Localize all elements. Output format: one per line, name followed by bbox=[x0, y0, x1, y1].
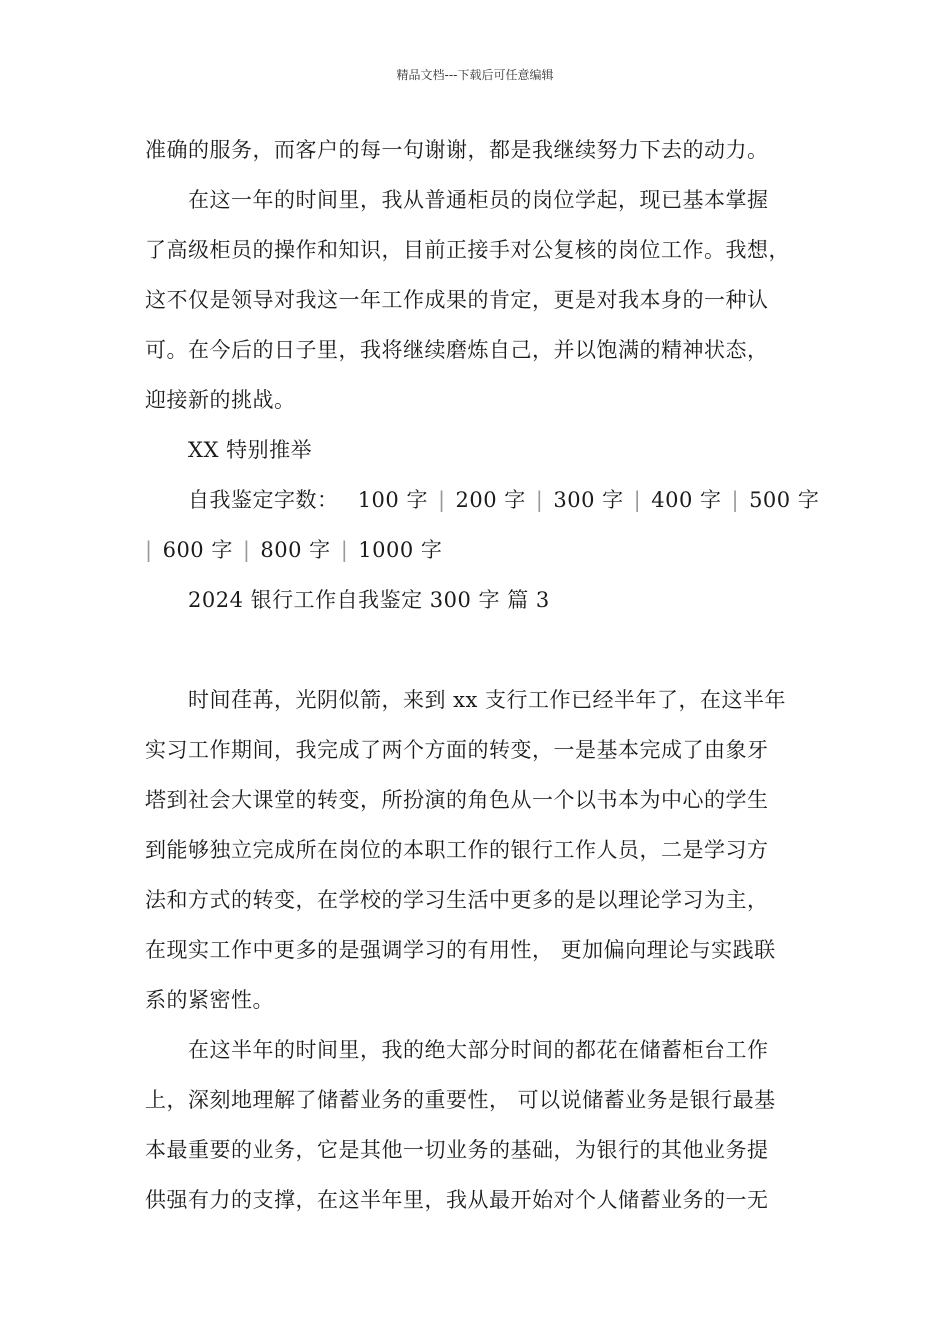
word-count-link[interactable]: 600 字 bbox=[162, 538, 233, 562]
paragraph-line: 了高级柜员的操作和知识，目前正接手对公复核的岗位工作。我想， bbox=[145, 238, 790, 262]
separator: | bbox=[145, 538, 153, 562]
word-count-link[interactable]: 1000 字 bbox=[358, 538, 443, 562]
page-header: 精品文档---下载后可任意编辑 bbox=[396, 68, 554, 82]
separator: | bbox=[633, 488, 642, 512]
paragraph-line: 准确的服务，而客户的每一句谢谢，都是我继续努力下去的动力。 bbox=[145, 138, 769, 162]
paragraph-line: 这不仅是领导对我这一年工作成果的肯定，更是对我本身的一种认 bbox=[145, 288, 769, 312]
word-count-link[interactable]: 800 字 bbox=[260, 538, 331, 562]
word-count-link[interactable]: 200 字 bbox=[455, 488, 526, 512]
paragraph-line: 在这半年的时间里，我的绝大部分时间的都花在储蓄柜台工作 bbox=[188, 1038, 769, 1062]
word-count-link[interactable]: 300 字 bbox=[553, 488, 624, 512]
paragraph-line: 供强有力的支撑，在这半年里，我从最开始对个人储蓄业务的一无 bbox=[145, 1188, 769, 1212]
paragraph-line: 到能够独立完成所在岗位的本职工作的银行工作人员，二是学习方 bbox=[145, 838, 769, 862]
word-count-link[interactable]: 400 字 bbox=[651, 488, 722, 512]
paragraph-line: 法和方式的转变，在学校的学习生活中更多的是以理论学习为主， bbox=[145, 888, 769, 912]
paragraph-line: 迎接新的挑战。 bbox=[145, 388, 296, 412]
separator: | bbox=[340, 538, 349, 562]
paragraph-line: 实习工作期间，我完成了两个方面的转变，一是基本完成了由象牙 bbox=[145, 738, 769, 762]
word-count-label: 自我鉴定字数： bbox=[188, 488, 339, 512]
section-title: 2024 银行工作自我鉴定 300 字 篇 3 bbox=[188, 588, 550, 612]
paragraph-line: 塔到社会大课堂的转变，所扮演的角色从一个以书本为中心的学生 bbox=[145, 788, 769, 812]
separator: | bbox=[731, 488, 740, 512]
paragraph-line: 上，深刻地理解了储蓄业务的重要性， 可以说储蓄业务是银行最基 bbox=[145, 1088, 776, 1112]
paragraph-line: 在这一年的时间里，我从普通柜员的岗位学起，现已基本掌握 bbox=[188, 188, 769, 212]
separator: | bbox=[437, 488, 446, 512]
word-count-row bbox=[188, 486, 819, 514]
word-count-row-2 bbox=[145, 536, 442, 564]
separator: | bbox=[242, 538, 251, 562]
paragraph-line: 时间荏苒，光阴似箭，来到 xx 支行工作已经半年了，在这半年 bbox=[188, 688, 787, 712]
separator: | bbox=[535, 488, 544, 512]
paragraph-line: 可。在今后的日子里，我将继续磨炼自己，并以饱满的精神状态， bbox=[145, 338, 769, 362]
paragraph-line: 在现实工作中更多的是强调学习的有用性， 更加偏向理论与实践联 bbox=[145, 938, 776, 962]
word-count-link[interactable]: 100 字 bbox=[357, 488, 428, 512]
recommend-heading: XX 特别推举 bbox=[188, 438, 313, 462]
paragraph-line: 系的紧密性。 bbox=[145, 988, 274, 1012]
paragraph-line: 本最重要的业务，它是其他一切业务的基础，为银行的其他业务提 bbox=[145, 1138, 769, 1162]
word-count-link[interactable]: 500 字 bbox=[749, 488, 820, 512]
